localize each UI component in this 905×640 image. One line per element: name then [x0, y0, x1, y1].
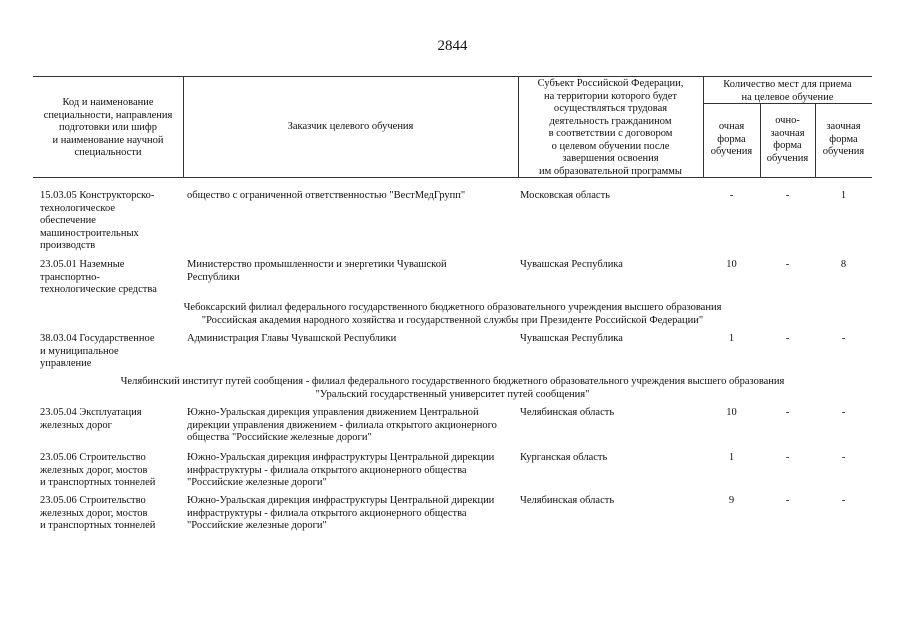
row-region: Челябинская область — [520, 407, 615, 418]
row-distance: 1 — [840, 190, 847, 201]
header-top-rule — [33, 76, 872, 77]
row-region: Чувашская Республика — [520, 333, 623, 344]
row-fulltime: 10 — [726, 407, 737, 418]
row-region: Московская область — [520, 190, 610, 201]
row-code: 23.05.01 Наземные транспортно- технологические средства — [40, 259, 157, 295]
row-mixed: - — [785, 495, 790, 506]
row-fulltime: 10 — [726, 259, 737, 270]
row-region: Челябинская область — [520, 495, 615, 506]
row-distance: - — [841, 407, 846, 418]
row-region: Чувашская Республика — [520, 259, 623, 270]
row-customer: Министерство промышленности и энергетики Чувашской Республики — [187, 259, 447, 283]
row-customer: общество с ограниченной ответственностью "ВестМедГрупп" — [187, 190, 466, 201]
row-mixed: - — [785, 407, 790, 418]
header-bottom-rule — [33, 177, 872, 178]
row-code: 15.03.05 Конструкторско- технологическое обеспечение машиностроительных производств — [40, 190, 155, 251]
row-customer: Южно-Уральская дирекция инфраструктуры Центральной дирекции инфраструктуры - филиала открытого акционерного общества "Российские железные дороги" — [187, 495, 495, 531]
header-mixed: очно- заочная форма обучения — [766, 115, 809, 164]
row-fulltime: - — [729, 190, 734, 201]
row-customer: Южно-Уральская дирекция управления движением Центральной дирекции управления движением - филиала открытого акционерного общества "Российские железные дороги" — [187, 407, 497, 443]
row-distance: - — [841, 495, 846, 506]
header-code: Код и наименование специальности, направления подготовки или шифр и наименование научной специальности — [43, 97, 173, 158]
row-mixed: - — [785, 190, 790, 201]
section-heading: Челябинский институт путей сообщения - филиал федерального государственного бюджетного образовательного учреждения высшего образования "Уральский государственный университет путей сообщения" — [120, 376, 785, 400]
header-customer: Заказчик целевого обучения — [287, 121, 414, 132]
row-distance: - — [841, 452, 846, 463]
row-fulltime: 1 — [728, 452, 735, 463]
row-mixed: - — [785, 452, 790, 463]
row-fulltime: 9 — [728, 495, 735, 506]
row-customer: Администрация Главы Чувашской Республики — [187, 333, 397, 344]
section-heading: Чебоксарский филиал федерального государственного бюджетного образовательного учреждения высшего образования "Российская академия народного хозяйства и государственной службы при Президенте Российской Федерации" — [183, 302, 722, 326]
header-distance: заочная форма обучения — [822, 121, 865, 157]
row-code: 23.05.06 Строительство железных дорог, мостов и транспортных тоннелей — [40, 452, 156, 488]
row-fulltime: 1 — [728, 333, 735, 344]
header-region: Субъект Российской Федерации, на территории которого будет осуществляться трудовая деятельность гражданином в соответствии с договором о целевом обучении после завершения освоения им образовательной программы — [537, 78, 684, 177]
row-mixed: - — [785, 259, 790, 270]
row-mixed: - — [785, 333, 790, 344]
row-region: Курганская область — [520, 452, 608, 463]
header-places: Количество мест для приема на целевое обучение — [723, 79, 852, 103]
row-distance: - — [841, 333, 846, 344]
page-number: 2844 — [437, 38, 468, 54]
row-code: 38.03.04 Государственное и муниципальное управление — [40, 333, 155, 369]
row-distance: 8 — [840, 259, 847, 270]
row-customer: Южно-Уральская дирекция инфраструктуры Центральной дирекции инфраструктуры - филиала открытого акционерного общества "Российские железные дороги" — [187, 452, 495, 488]
header-fulltime: очная форма обучения — [710, 121, 753, 157]
row-code: 23.05.04 Эксплуатация железных дорог — [40, 407, 142, 431]
row-code: 23.05.06 Строительство железных дорог, мостов и транспортных тоннелей — [40, 495, 156, 531]
